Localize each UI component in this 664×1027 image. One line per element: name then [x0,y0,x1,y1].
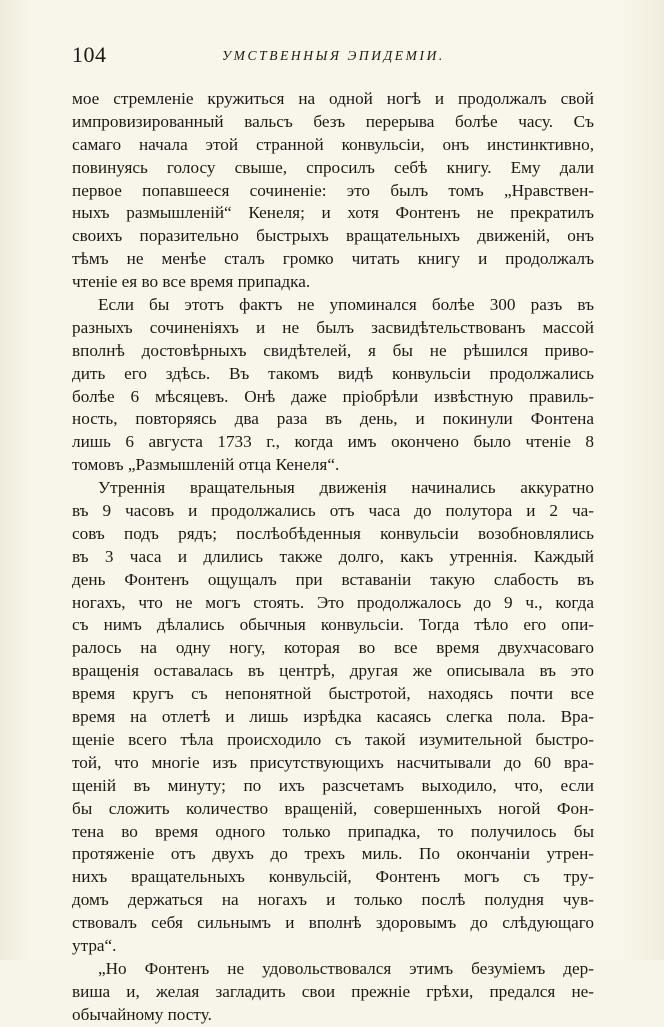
text-line: день Фонтенъ ощущалъ при вставаніи такую слабость въ [72,569,594,589]
text-line: разныхъ сочиненіяхъ и не былъ засвидѣтельствованъ массой [72,317,594,337]
text-line: щеній въ минуту; по ихъ разсчетамъ выходило, что, если [72,775,594,795]
text-line: Если бы этотъ фактъ не упоминался болѣе 300 разъ въ [98,295,594,315]
page-number: 104 [72,42,107,67]
text-line: нихъ вращательныхъ конвульсій, Фонтенъ могъ съ тру- [72,867,594,887]
text-line: утра“. [72,935,117,955]
text-line: чтеніе ея во все время припадка. [72,272,311,292]
text-line: бы сложить количество вращеній, совершенныхъ ногой Фон- [72,798,594,818]
text-line: своихъ поразительно быстрыхъ вращательныхъ движеній, онъ [72,226,594,246]
text-line: той, что многіе изъ присутствующихъ насчитывали до 60 вра- [72,752,594,772]
text-line: виша и, желая загладить свои прежніе грѣхи, предался не- [72,981,594,1001]
text-line: тѣмъ не менѣе сталъ громко читать книгу и продолжалъ [72,249,594,269]
paragraph [72,88,594,294]
text-line: мое стремленіе кружиться на одной ногѣ и продолжалъ свой [72,89,594,108]
text-line: ногахъ, что не могъ стоять. Это продолжалось до 9 ч., когда [72,592,594,612]
text-line: вполнѣ достовѣрныхъ свидѣтелей, я бы не рѣшился приво- [72,340,594,360]
text-line: ныхъ размышленій“ Кенеля; и хотя Фонтенъ не прекратилъ [72,203,594,223]
text-line: въ 9 часовъ и продолжались отъ часа до полутора и 2 ча- [72,501,594,521]
text-line: первое попавшееся сочиненіе: это былъ томъ „Нравствен- [72,180,594,200]
text-line: время кругъ съ непонятной быстротой, находясь почти все [72,684,594,704]
paragraph [72,477,594,958]
text-line: вращенія оставалась въ центрѣ, другая же описывала въ это [72,661,594,681]
page-header [72,42,592,70]
text-line: домъ держаться на ногахъ и только послѣ полудня чув- [72,890,594,910]
text-line: ность, повторяясь два раза въ день, и покинули Фонтена [72,409,594,429]
text-line: болѣе 6 мѣсяцевъ. Онѣ даже пріобрѣли извѣстную правиль- [72,386,594,406]
paragraph [72,958,594,1027]
text-line: томовъ „Размышленій отца Кенеля“. [72,455,340,475]
text-line: съ нимъ дѣлались обычныя конвульсіи. Тогда тѣло его опи- [72,615,594,635]
text-line: время на отлетѣ и лишь изрѣдка касаясь слегка пола. Вра- [72,707,594,727]
text-line: самаго начала этой странной конвульсіи, онъ инстинктивно, [72,134,594,154]
text-line: повинуясь голосу свыше, спросилъ себѣ книгу. Ему дали [72,157,594,177]
text-line: совъ подъ рядъ; послѣобѣденныя конвульсіи возобновлялись [72,523,594,543]
text-line: импровизированный вальсъ безъ перерыва болѣе часу. Съ [72,111,594,131]
body-text [72,88,594,1027]
text-line: дить его здѣсь. Въ такомъ видѣ конвульсіи продолжались [72,363,594,383]
text-line: лишь 6 августа 1733 г., когда имъ окончено было чтеніе 8 [72,432,594,452]
text-line: ралось на одну ногу, которая во все время двухчасоваго [72,638,594,658]
text-line: въ 3 часа и длились также долго, какъ утреннія. Каждый [72,546,594,566]
running-title: УМСТВЕННЫЯ ЭПИДЕМІИ. [222,48,445,63]
paragraph [72,294,594,477]
text-line: протяженіе отъ двухъ до трехъ миль. По окончаніи утрен- [72,844,594,864]
text-line: обычайному посту. [72,1004,212,1024]
text-line: „Но Фонтенъ не удовольствовался этимъ безуміемъ дер- [98,958,594,978]
text-line: ствовалъ себя сильнымъ и вполнѣ здоровымъ до слѣдующаго [72,913,594,933]
text-line: тена во время одного только припадка, то получилось бы [72,821,594,841]
text-line: Утреннія вращательныя движенія начинались аккуратно [98,478,594,498]
text-line: щеніе всего тѣла происходило съ такой изумительной быстро- [72,729,594,749]
